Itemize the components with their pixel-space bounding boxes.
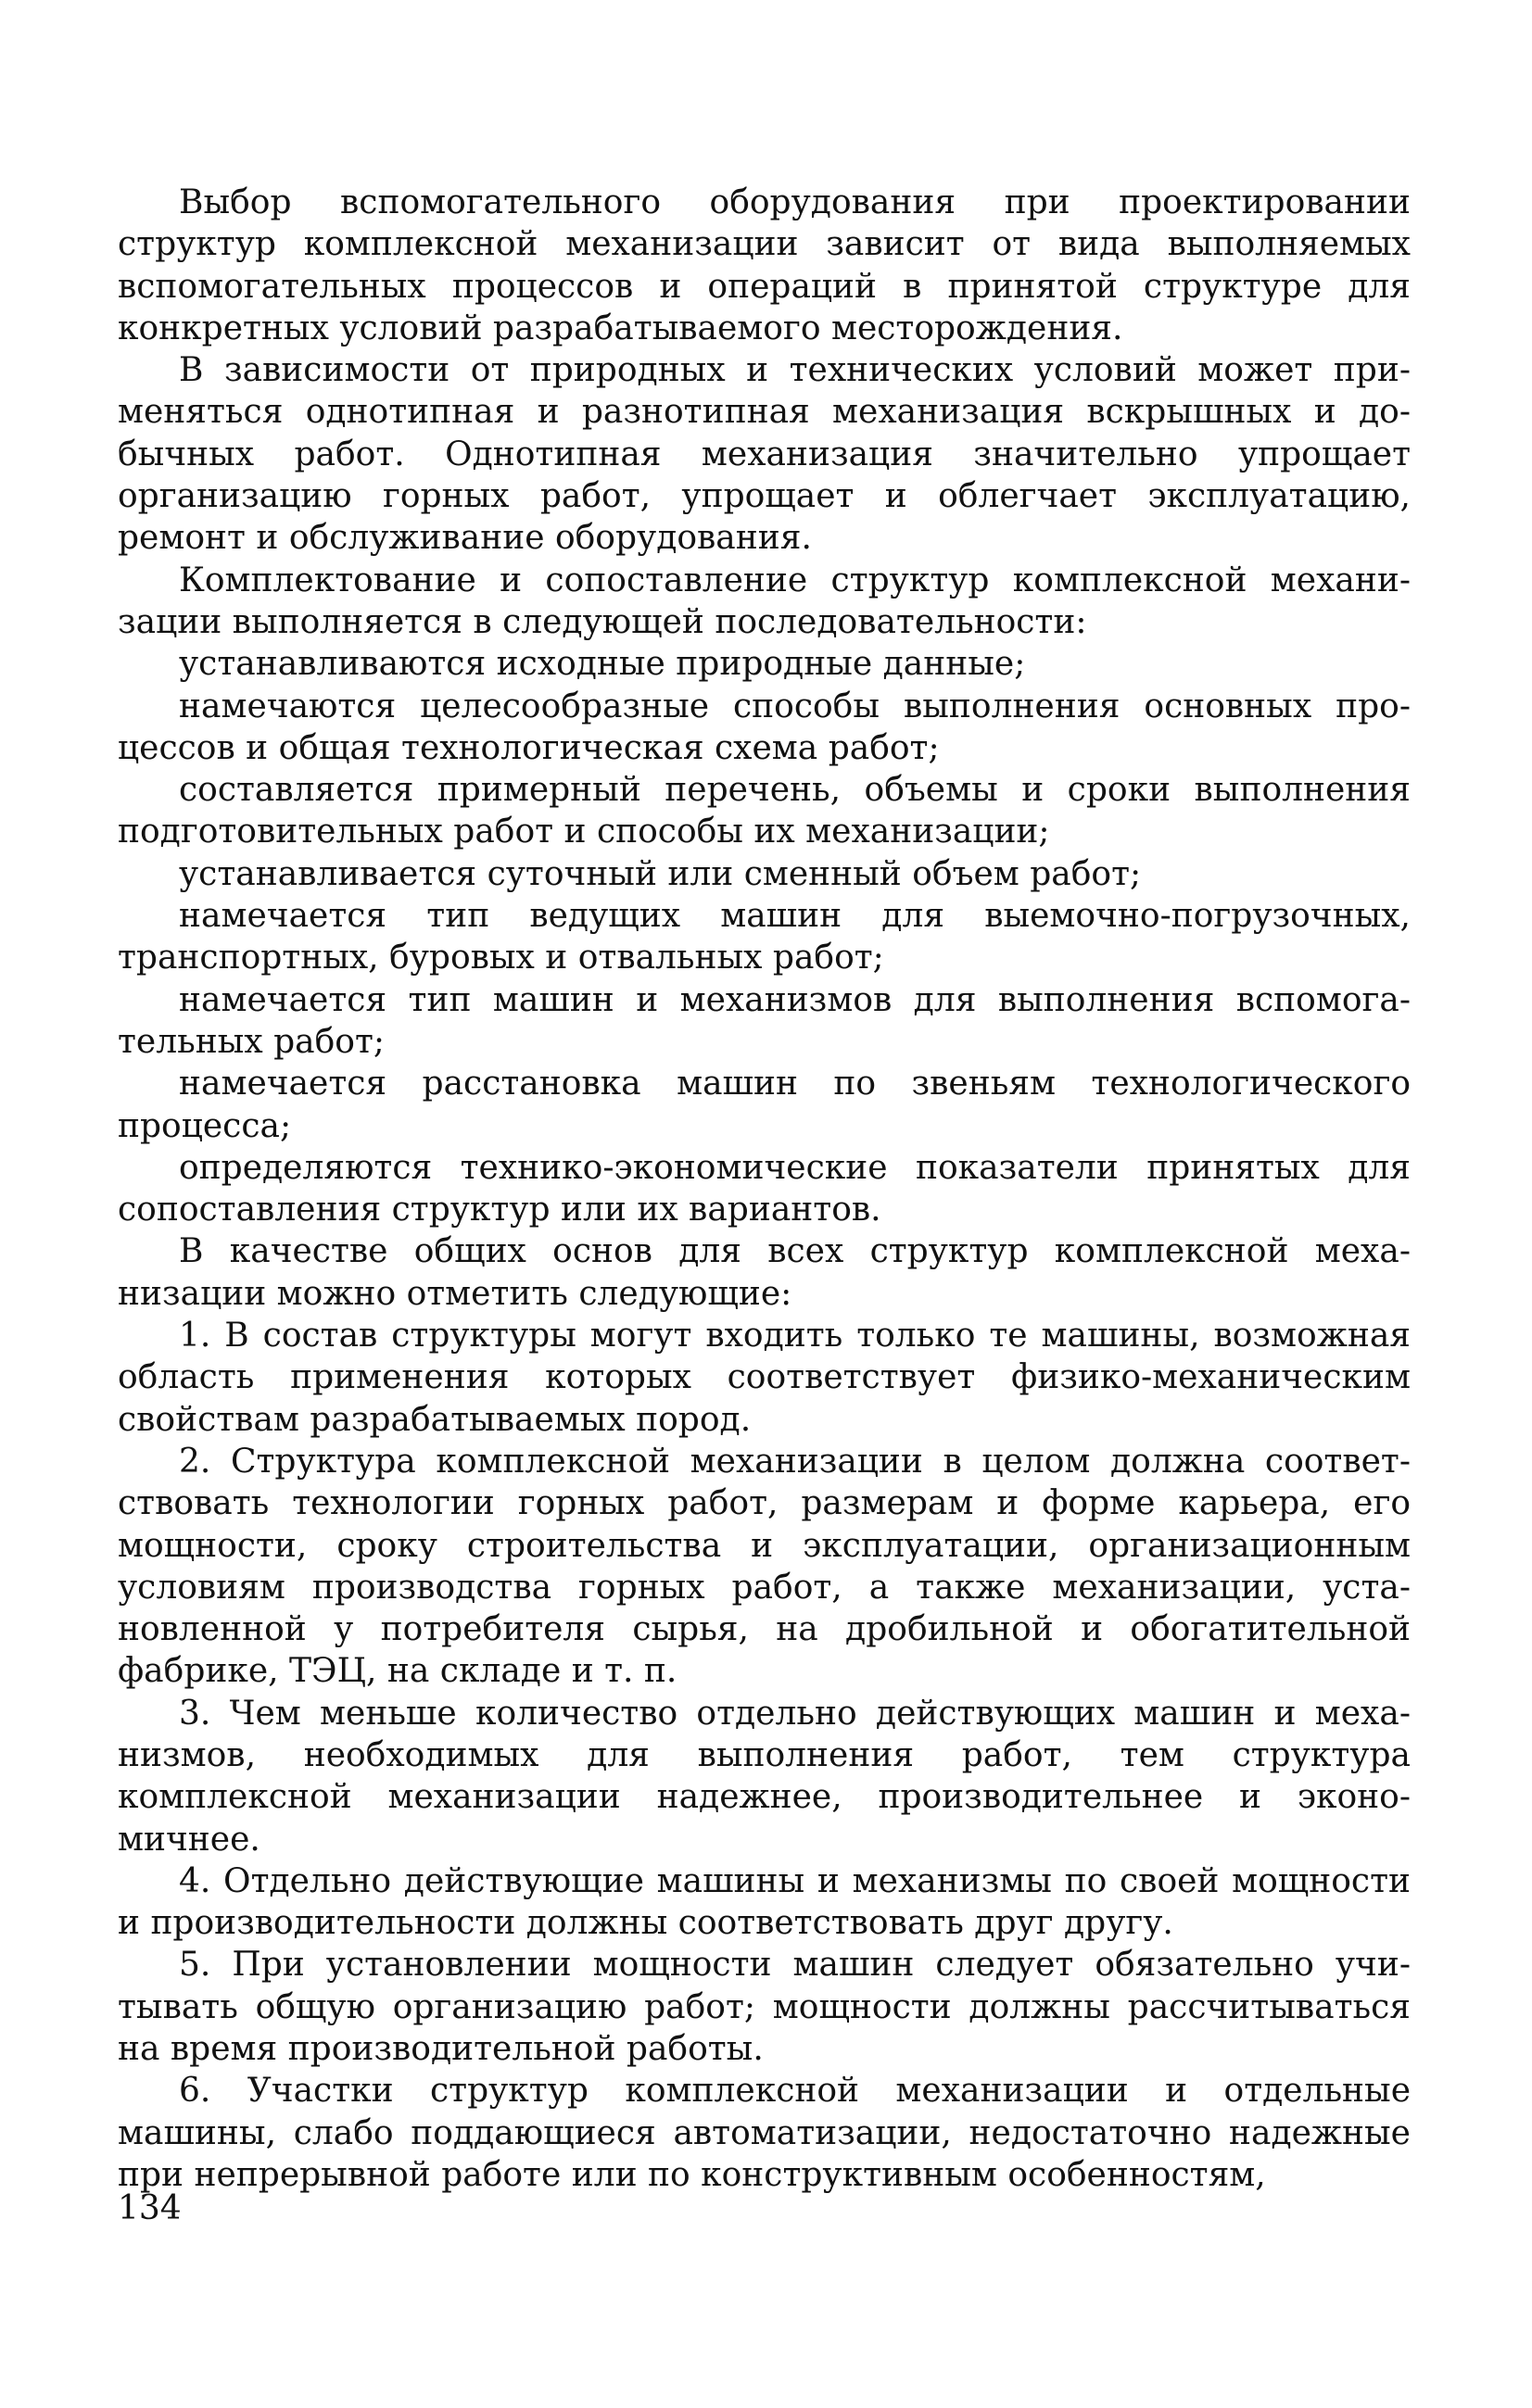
- body-text: [118, 182, 1411, 2196]
- principle-4: 4. Отдельно действующие машины и механизмы по своей мощности и производительности должны соответствовать друг другу.: [118, 1861, 1411, 1943]
- paragraph-3: Комплектование и сопоставление структур комплексной механизации выполняется в следующей последовательности:: [118, 561, 1411, 641]
- list-step-5: намечается тип ведущих машин для выемочно-погрузочных, транспортных, буровых и отвальных работ;: [118, 897, 1411, 977]
- paragraph-2: В зависимости от природных и технических условий может применяться однотипная и разнотипная механизация вскрышных и добычных работ. Однотипная механизация значительно упрощает организацию горных работ, упрощает и облегчает эксплуатацию, ремонт и обслуживание оборудования.: [118, 351, 1411, 558]
- page-number: 134: [118, 2189, 182, 2227]
- principle-2: 2. Структура комплексной механизации в целом должна соответствовать технологии горных работ, размерам и форме карьера, его мощности, сроку строительства и эксплуатации, организационным условиям производства горных работ, а также механизации, установленной у потребителя сырья, на дробильной и обогатительной фабрике, ТЭЦ, на складе и т. п.: [118, 1442, 1411, 1691]
- list-step-4: устанавливается суточный или сменный объем работ;: [179, 854, 1142, 893]
- principle-6: 6. Участки структур комплексной механизации и отдельные машины, слабо поддающиеся автоматизации, недостаточно надежные при непрерывной работе или по конструктивным особенностям,: [118, 2072, 1411, 2194]
- principle-1: 1. В состав структуры могут входить только те машины, возможная область применения которых соответствует физико-механическим свойствам разрабатываемых пород.: [118, 1317, 1411, 1439]
- list-step-1: устанавливаются исходные природные данные;: [179, 645, 1026, 684]
- list-step-2: намечаются целесообразные способы выполнения основных процессов и общая технологическая схема работ;: [118, 687, 1411, 767]
- list-step-8: определяются технико-экономические показатели принятых для сопоставления структур или их вариантов.: [118, 1148, 1411, 1229]
- paragraph-4: В качестве общих основ для всех структур комплексной механизации можно отметить следующие:: [118, 1232, 1411, 1313]
- list-step-3: составляется примерный перечень, объемы и сроки выполнения подготовительных работ и способы их механизации;: [118, 771, 1411, 851]
- list-step-7: намечается расстановка машин по звеньям технологического процесса;: [118, 1065, 1411, 1145]
- principle-5: 5. При установлении мощности машин следует обязательно учитывать общую организацию работ; мощности должны рассчитываться на время производительной работы.: [118, 1946, 1411, 2069]
- principle-3: 3. Чем меньше количество отдельно действующих машин и механизмов, необходимых для выполнения работ, тем структура комплексной механизации надежнее, производительнее и экономичнее.: [118, 1694, 1411, 1859]
- paragraph-1: Выбор вспомогательного оборудования при проектировании структур комплексной механизации зависит от вида выполняемых вспомогательных процессов и операций в принятой структуре для конкретных условий разрабатываемого месторождения.: [118, 183, 1411, 347]
- list-step-6: намечается тип машин и механизмов для выполнения вспомогательных работ;: [118, 980, 1411, 1061]
